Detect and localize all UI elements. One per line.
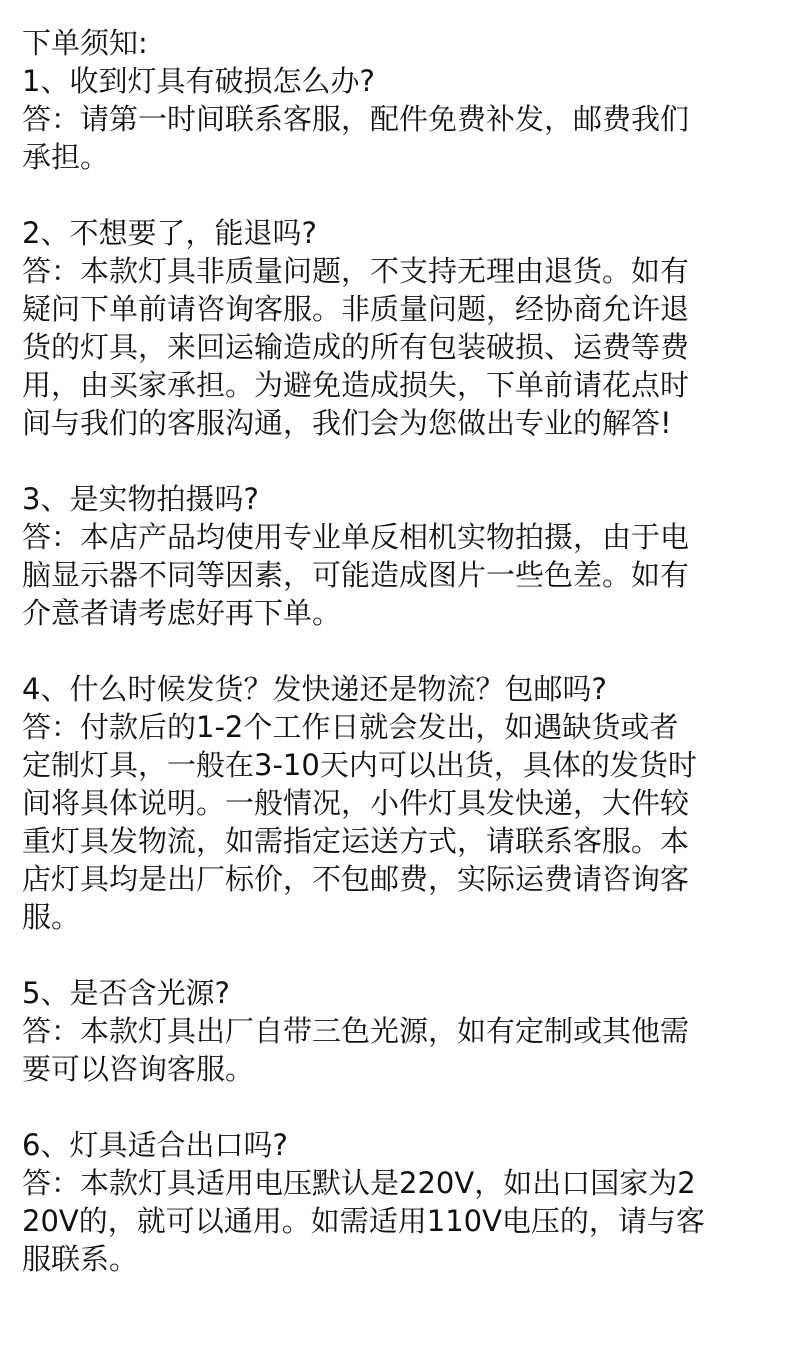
faq-answer-line: 答：本店产品均使用专业单反相机实物拍摄，由于电 bbox=[22, 520, 690, 554]
faq-4 bbox=[22, 670, 766, 936]
faq-answer-line: 货的灯具，来回运输造成的所有包装破损、运费等费 bbox=[22, 330, 690, 364]
faq-6 bbox=[22, 1126, 766, 1278]
page-title: 下单须知: bbox=[22, 26, 148, 60]
faq-question: 1、收到灯具有破损怎么办? bbox=[22, 64, 375, 98]
faq-answer-line: 答：本款灯具出厂自带三色光源，如有定制或其他需 bbox=[22, 1014, 690, 1048]
faq-answer-line: 答：付款后的1-2个工作日就会发出，如遇缺货或者 bbox=[22, 710, 679, 744]
faq-question: 4、什么时候发货？发快递还是物流？包邮吗? bbox=[22, 672, 607, 706]
faq-answer-line: 疑问下单前请咨询客服。非质量问题，经协商允许退 bbox=[22, 292, 690, 326]
faq-answer-line: 用，由买家承担。为避免造成损失，下单前请花点时 bbox=[22, 368, 690, 402]
faq-1 bbox=[22, 62, 766, 176]
faq-question: 3、是实物拍摄吗? bbox=[22, 482, 259, 516]
faq-answer-line: 间与我们的客服沟通，我们会为您做出专业的解答! bbox=[22, 406, 672, 440]
faq-answer-line: 服联系。 bbox=[22, 1242, 139, 1276]
faq-answer-line: 介意者请考虑好再下单。 bbox=[22, 596, 342, 630]
faq-3 bbox=[22, 480, 766, 632]
faq-answer-line: 间将具体说明。一般情况，小件灯具发快递，大件较 bbox=[22, 786, 690, 820]
faq-question: 2、不想要了，能退吗? bbox=[22, 216, 317, 250]
faq-answer-line: 服。 bbox=[22, 900, 81, 934]
faq-answer-line: 脑显示器不同等因素，可能造成图片一些色差。如有 bbox=[22, 558, 690, 592]
faq-question: 6、灯具适合出口吗? bbox=[22, 1128, 288, 1162]
faq-2 bbox=[22, 214, 766, 442]
faq-answer-line: 答：请第一时间联系客服，配件免费补发，邮费我们 bbox=[22, 102, 690, 136]
faq-answer-line: 答：本款灯具非质量问题，不支持无理由退货。如有 bbox=[22, 254, 690, 288]
faq-answer-line: 店灯具均是出厂标价，不包邮费，实际运费请咨询客 bbox=[22, 862, 690, 896]
faq-answer-line: 重灯具发物流，如需指定运送方式，请联系客服。本 bbox=[22, 824, 690, 858]
faq-answer-line: 要可以咨询客服。 bbox=[22, 1052, 255, 1086]
faq-5 bbox=[22, 974, 766, 1088]
faq-answer-line: 答：本款灯具适用电压默认是220V，如出口国家为2 bbox=[22, 1166, 696, 1200]
faq-answer-line: 定制灯具，一般在3-10天内可以出货，具体的发货时 bbox=[22, 748, 697, 782]
faq-question: 5、是否含光源? bbox=[22, 976, 230, 1010]
faq-answer-line: 承担。 bbox=[22, 140, 110, 174]
faq-answer-line: 20V的，就可以通用。如需适用110V电压的，请与客 bbox=[22, 1204, 705, 1238]
